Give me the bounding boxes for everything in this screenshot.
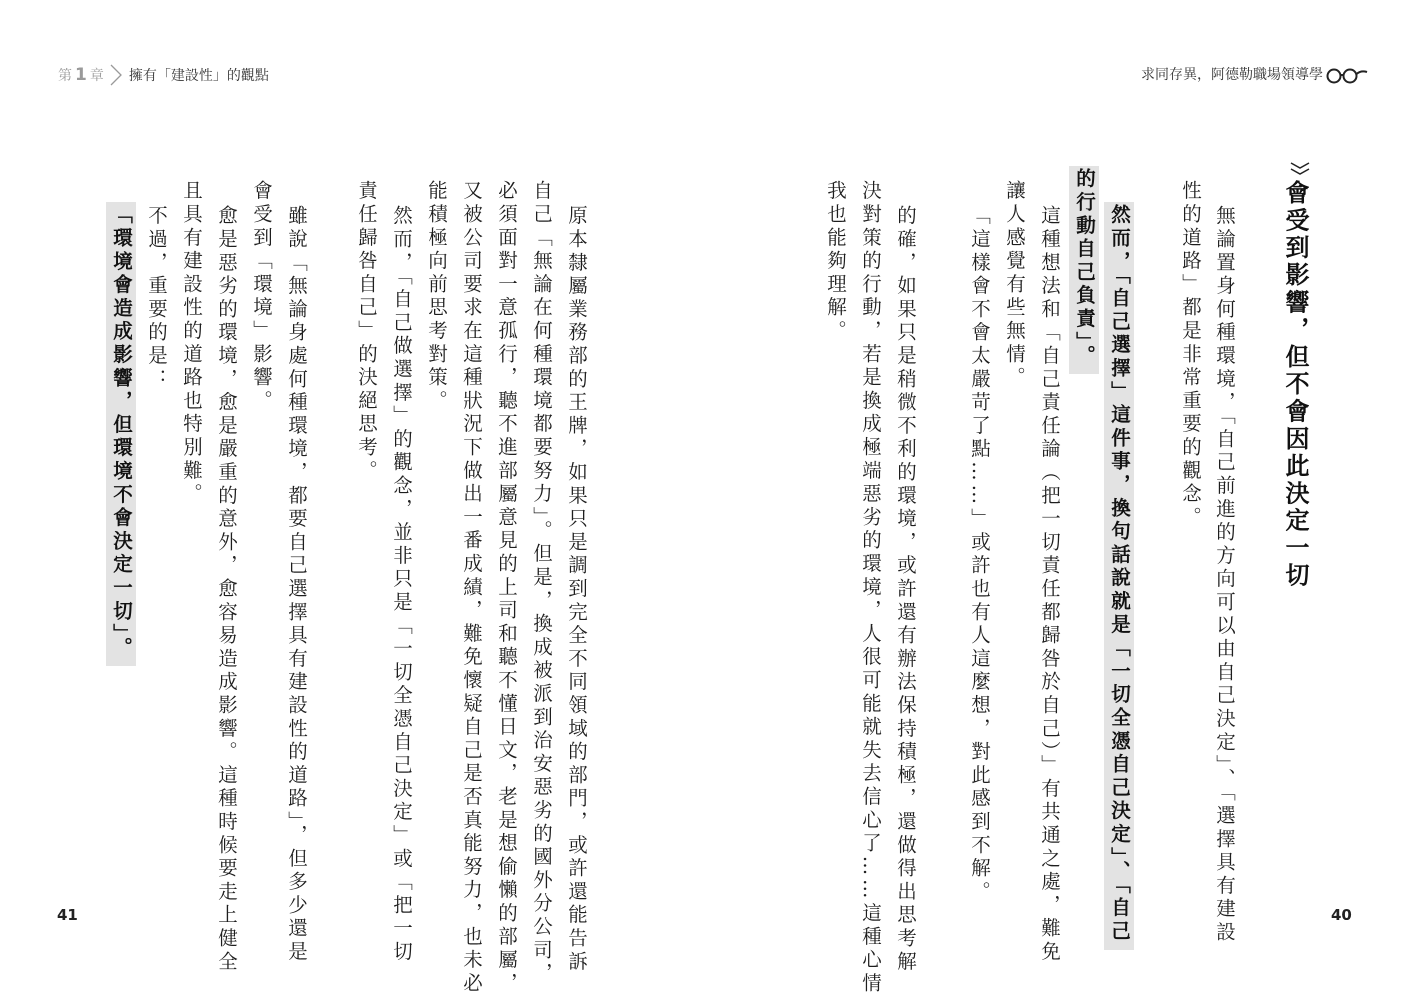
body-line: 責任歸咎自己」的決絕思考。 xyxy=(355,180,378,483)
body-line: 我也能夠理解。 xyxy=(824,180,847,344)
body-line: 「這樣會不會太嚴苛了點……」或許也有人這麼想，對此感到不解。 xyxy=(968,205,991,904)
chapter-label xyxy=(58,65,104,85)
body-line: 愈是惡劣的環境，愈是嚴重的意外，愈容易造成影響。這種時候要走上健全 xyxy=(215,205,238,974)
body-line: 的確，如果只是稍微不利的環境，或許還有辦法保持積極，還做得出思考解 xyxy=(894,205,917,974)
body-line: 原本隸屬業務部的王牌，如果只是調到完全不同領域的部門，或許還能告訴 xyxy=(565,205,588,974)
body-line: 這種想法和「自己責任論（把一切責任都歸咎於自己）」有共通之處，難免 xyxy=(1038,205,1061,965)
body-line: 性的道路」都是非常重要的觀念。 xyxy=(1179,180,1202,530)
body-line: 雖說「無論身處何種環境，都要自己選擇具有建設性的道路」，但多少還是 xyxy=(285,205,308,965)
running-header-left xyxy=(58,64,269,86)
body-line: 又被公司要求在這種狀況下做出一番成績，難免懷疑自己是否真能努力，也未必 xyxy=(460,180,483,996)
chapter-prefix: 第 xyxy=(58,68,72,84)
page-number-right: 40 xyxy=(1331,906,1352,924)
highlighted-line: 的行動自己負責」。 xyxy=(1069,166,1099,374)
body-line: 無論置身何種環境，「自己前進的方向可以由自己決定」、「選擇具有建設 xyxy=(1213,205,1236,945)
page-number-left: 41 xyxy=(57,906,78,924)
highlighted-line: 「環境會造成影響，但環境不會決定一切」。 xyxy=(106,202,136,666)
chevron-down-double-icon xyxy=(1289,162,1311,176)
body-line: 必須面對一意孤行，聽不進部屬意見的上司和聽不懂日文，老是想偷懶的部屬， xyxy=(495,180,518,996)
body-line: 讓人感覺有些無情。 xyxy=(1003,180,1026,390)
chevron-right-icon xyxy=(108,64,124,86)
body-line: 然而，「自己做選擇」的觀念，並非只是「一切全憑自己決定」或「把一切 xyxy=(390,205,413,965)
body-line: 會受到「環境」影響。 xyxy=(250,180,273,413)
body-line: 能積極向前思考對策。 xyxy=(425,180,448,413)
running-header-right: 求同存異，阿德勒職場領導學 xyxy=(1141,67,1323,83)
highlighted-line: 然而，「自己選擇」這件事，換句話說就是「一切全憑自己決定」、「自己 xyxy=(1104,202,1134,950)
body-line: 自己「無論在何種環境都要努力」。但是，換成被派到治安惡劣的國外分公司， xyxy=(530,180,553,986)
glasses-icon xyxy=(1325,66,1369,84)
section-title: 會受到影響，但不會因此決定一切 xyxy=(1281,180,1309,590)
chapter-number: 1 xyxy=(75,65,87,85)
chapter-suffix: 章 xyxy=(89,68,104,84)
body-line: 決對策的行動，若是換成極端惡劣的環境，人很可能就失去信心了……這種心情 xyxy=(859,180,882,996)
body-line: 且具有建設性的道路也特別難。 xyxy=(180,180,203,507)
chapter-title: 擁有「建設性」的觀點 xyxy=(128,68,269,84)
body-line: 不過，重要的是： xyxy=(145,205,168,392)
